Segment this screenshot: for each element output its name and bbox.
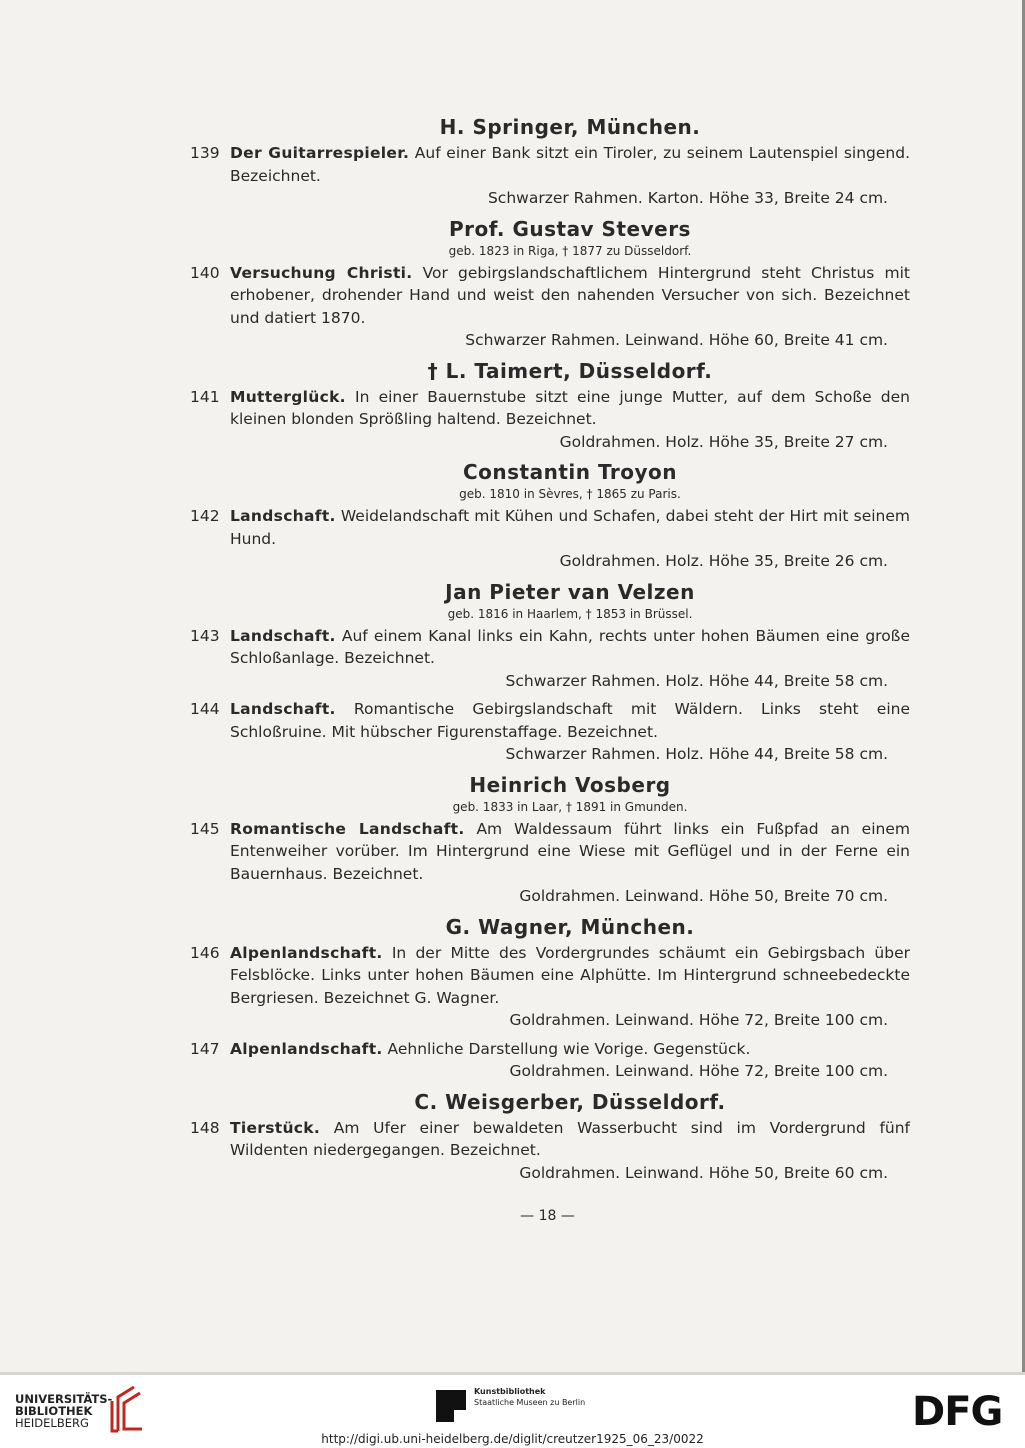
entry-technical: Goldrahmen. Leinwand. Höhe 72, Breite 100 cm. [509, 1011, 888, 1029]
entry-title: Romantische Landschaft. [230, 819, 465, 838]
artist-heading: Constantin Troyon [462, 460, 678, 484]
entry-description: Weidelandschaft mit Kühen und Schafen, dabei steht der Hirt mit seinem Hund. [230, 507, 910, 548]
entry-description: Auf einer Bank sitzt ein Tiroler, zu seinem Lautenspiel singend. Bezeichnet. [230, 144, 910, 185]
entry-number: 139 [190, 144, 220, 162]
artist-heading: Jan Pieter van Velzen [445, 579, 695, 604]
entry-number: 143 [190, 626, 220, 645]
catalog-entry [190, 1117, 910, 1185]
artist-bio: geb. 1816 in Haarlem, † 1853 in Brüssel. [447, 606, 693, 621]
artist-heading: C. Weisgerber, Düsseldorf. [414, 1089, 726, 1114]
catalog-entry [190, 142, 910, 210]
artist-heading: G. Wagner, München. [445, 914, 695, 939]
entry-technical: Goldrahmen. Holz. Höhe 35, Breite 26 cm. [559, 552, 888, 570]
kunstbibliothek-name[interactable] [474, 1386, 585, 1408]
entry-title: Alpenlandschaft. [230, 943, 383, 962]
entry-description: Vor gebirgslandschaftlichem Hintergrund steht Christus mit erhobener, drohender Hand und weist den nahenden Versucher von sich. Bezeichnet und datiert 1870. [230, 263, 910, 327]
entry-number: 145 [190, 819, 220, 838]
ub-name-line1: UNIVERSITÄTS- [15, 1392, 113, 1406]
kb-line1: Kunstbibliothek [474, 1387, 546, 1396]
catalog-text [190, 112, 910, 1184]
catalog-entry [190, 818, 910, 908]
catalog-entry [190, 505, 910, 573]
entry-technical: Goldrahmen. Leinwand. Höhe 72, Breite 100 cm. [509, 1062, 888, 1080]
kunstbibliothek-logo-icon[interactable] [436, 1390, 466, 1422]
entry-description: Romantische Gebirgslandschaft mit Wäldern. Links steht eine Schloßruine. Mit hübscher Figurenstaffage. Bezeichnet. [230, 700, 910, 741]
entry-description: Am Waldessaum führt links ein Fußpfad an einem Entenweiher vorüber. Im Hintergrund eine Wiese mit Geflügel und in der Ferne ein Bauernhaus. Bezeichnet. [230, 819, 910, 883]
entry-title: Mutterglück. [230, 387, 346, 406]
entry-technical: Schwarzer Rahmen. Holz. Höhe 44, Breite 58 cm. [505, 671, 888, 690]
catalog-entry [190, 625, 910, 693]
artist-heading: † L. Taimert, Düsseldorf. [427, 358, 713, 383]
entry-description: Auf einem Kanal links ein Kahn, rechts unter hohen Bäumen eine große Schloßanlage. Bezeichnet. [230, 626, 910, 667]
catalog-entry [190, 942, 910, 1032]
permalink-url[interactable]: http://digi.ub.uni-heidelberg.de/diglit/creutzer1925_06_23/0022 [321, 1432, 704, 1446]
entry-technical: Schwarzer Rahmen. Leinwand. Höhe 60, Breite 41 cm. [465, 331, 888, 349]
entry-title: Der Guitarrespieler. [230, 144, 410, 162]
ub-name-line3: HEIDELBERG [15, 1416, 89, 1430]
entry-technical: Schwarzer Rahmen. Holz. Höhe 44, Breite 58 cm. [505, 745, 888, 763]
entry-title: Tierstück. [230, 1118, 321, 1137]
entry-title: Landschaft. [230, 626, 336, 645]
entry-number: 147 [190, 1039, 220, 1058]
page-number: — 18 — [520, 1208, 575, 1224]
artist-bio: geb. 1833 in Laar, † 1891 in Gmunden. [452, 799, 688, 814]
entry-number: 142 [190, 507, 220, 525]
entry-description: In der Mitte des Vordergrundes schäumt ein Gebirgsbach über Felsblöcke. Links unter hohen Bäumen eine Alphütte. Im Hintergrund schneebedeckte Bergriesen. Bezeichnet G. Wagner. [230, 943, 910, 1007]
entry-technical: Schwarzer Rahmen. Karton. Höhe 33, Breite 24 cm. [487, 189, 888, 207]
entry-technical: Goldrahmen. Leinwand. Höhe 50, Breite 70 cm. [519, 887, 888, 905]
entry-description: Aehnliche Darstellung wie Vorige. Gegenstück. [387, 1039, 751, 1058]
entry-number: 140 [190, 263, 220, 282]
entry-title: Landschaft. [230, 700, 336, 718]
entry-number: 148 [190, 1118, 220, 1137]
artist-bio: geb. 1810 in Sèvres, † 1865 zu Paris. [459, 487, 681, 501]
entry-number: 144 [190, 700, 220, 718]
ub-heidelberg-logo-icon[interactable] [104, 1385, 144, 1433]
catalog-entry [190, 386, 910, 454]
catalog-entry [190, 698, 910, 766]
artist-heading: Heinrich Vosberg [469, 772, 671, 797]
entry-description: Am Ufer einer bewaldeten Wasserbucht sind im Vordergrund fünf Wildenten niedergegangen. Bezeichnet. [230, 1118, 911, 1159]
dfg-logo[interactable]: DFG [912, 1389, 1003, 1435]
entry-title: Alpenlandschaft. [230, 1039, 383, 1058]
catalog-entry [190, 262, 910, 352]
entry-technical: Goldrahmen. Holz. Höhe 35, Breite 27 cm. [559, 432, 888, 451]
entry-number: 141 [190, 387, 220, 406]
footer-bar [0, 1375, 1025, 1448]
catalog-entry [190, 1038, 910, 1083]
entry-description: In einer Bauernstube sitzt eine junge Mutter, auf dem Schoße den kleinen blonden Sprößling haltend. Bezeichnet. [230, 387, 910, 428]
entry-title: Landschaft. [230, 507, 336, 525]
entry-technical: Goldrahmen. Leinwand. Höhe 50, Breite 60 cm. [519, 1163, 888, 1182]
entry-title: Versuchung Christi. [230, 263, 413, 282]
artist-heading: Prof. Gustav Stevers [449, 216, 691, 241]
entry-number: 146 [190, 943, 220, 962]
artist-heading: H. Springer, München. [439, 115, 701, 139]
ub-name-line2: BIBLIOTHEK [15, 1404, 93, 1418]
kb-line2: Staatliche Museen zu Berlin [474, 1398, 586, 1407]
ub-heidelberg-name[interactable] [15, 1393, 112, 1429]
artist-bio: geb. 1823 in Riga, † 1877 zu Düsseldorf. [448, 243, 692, 258]
